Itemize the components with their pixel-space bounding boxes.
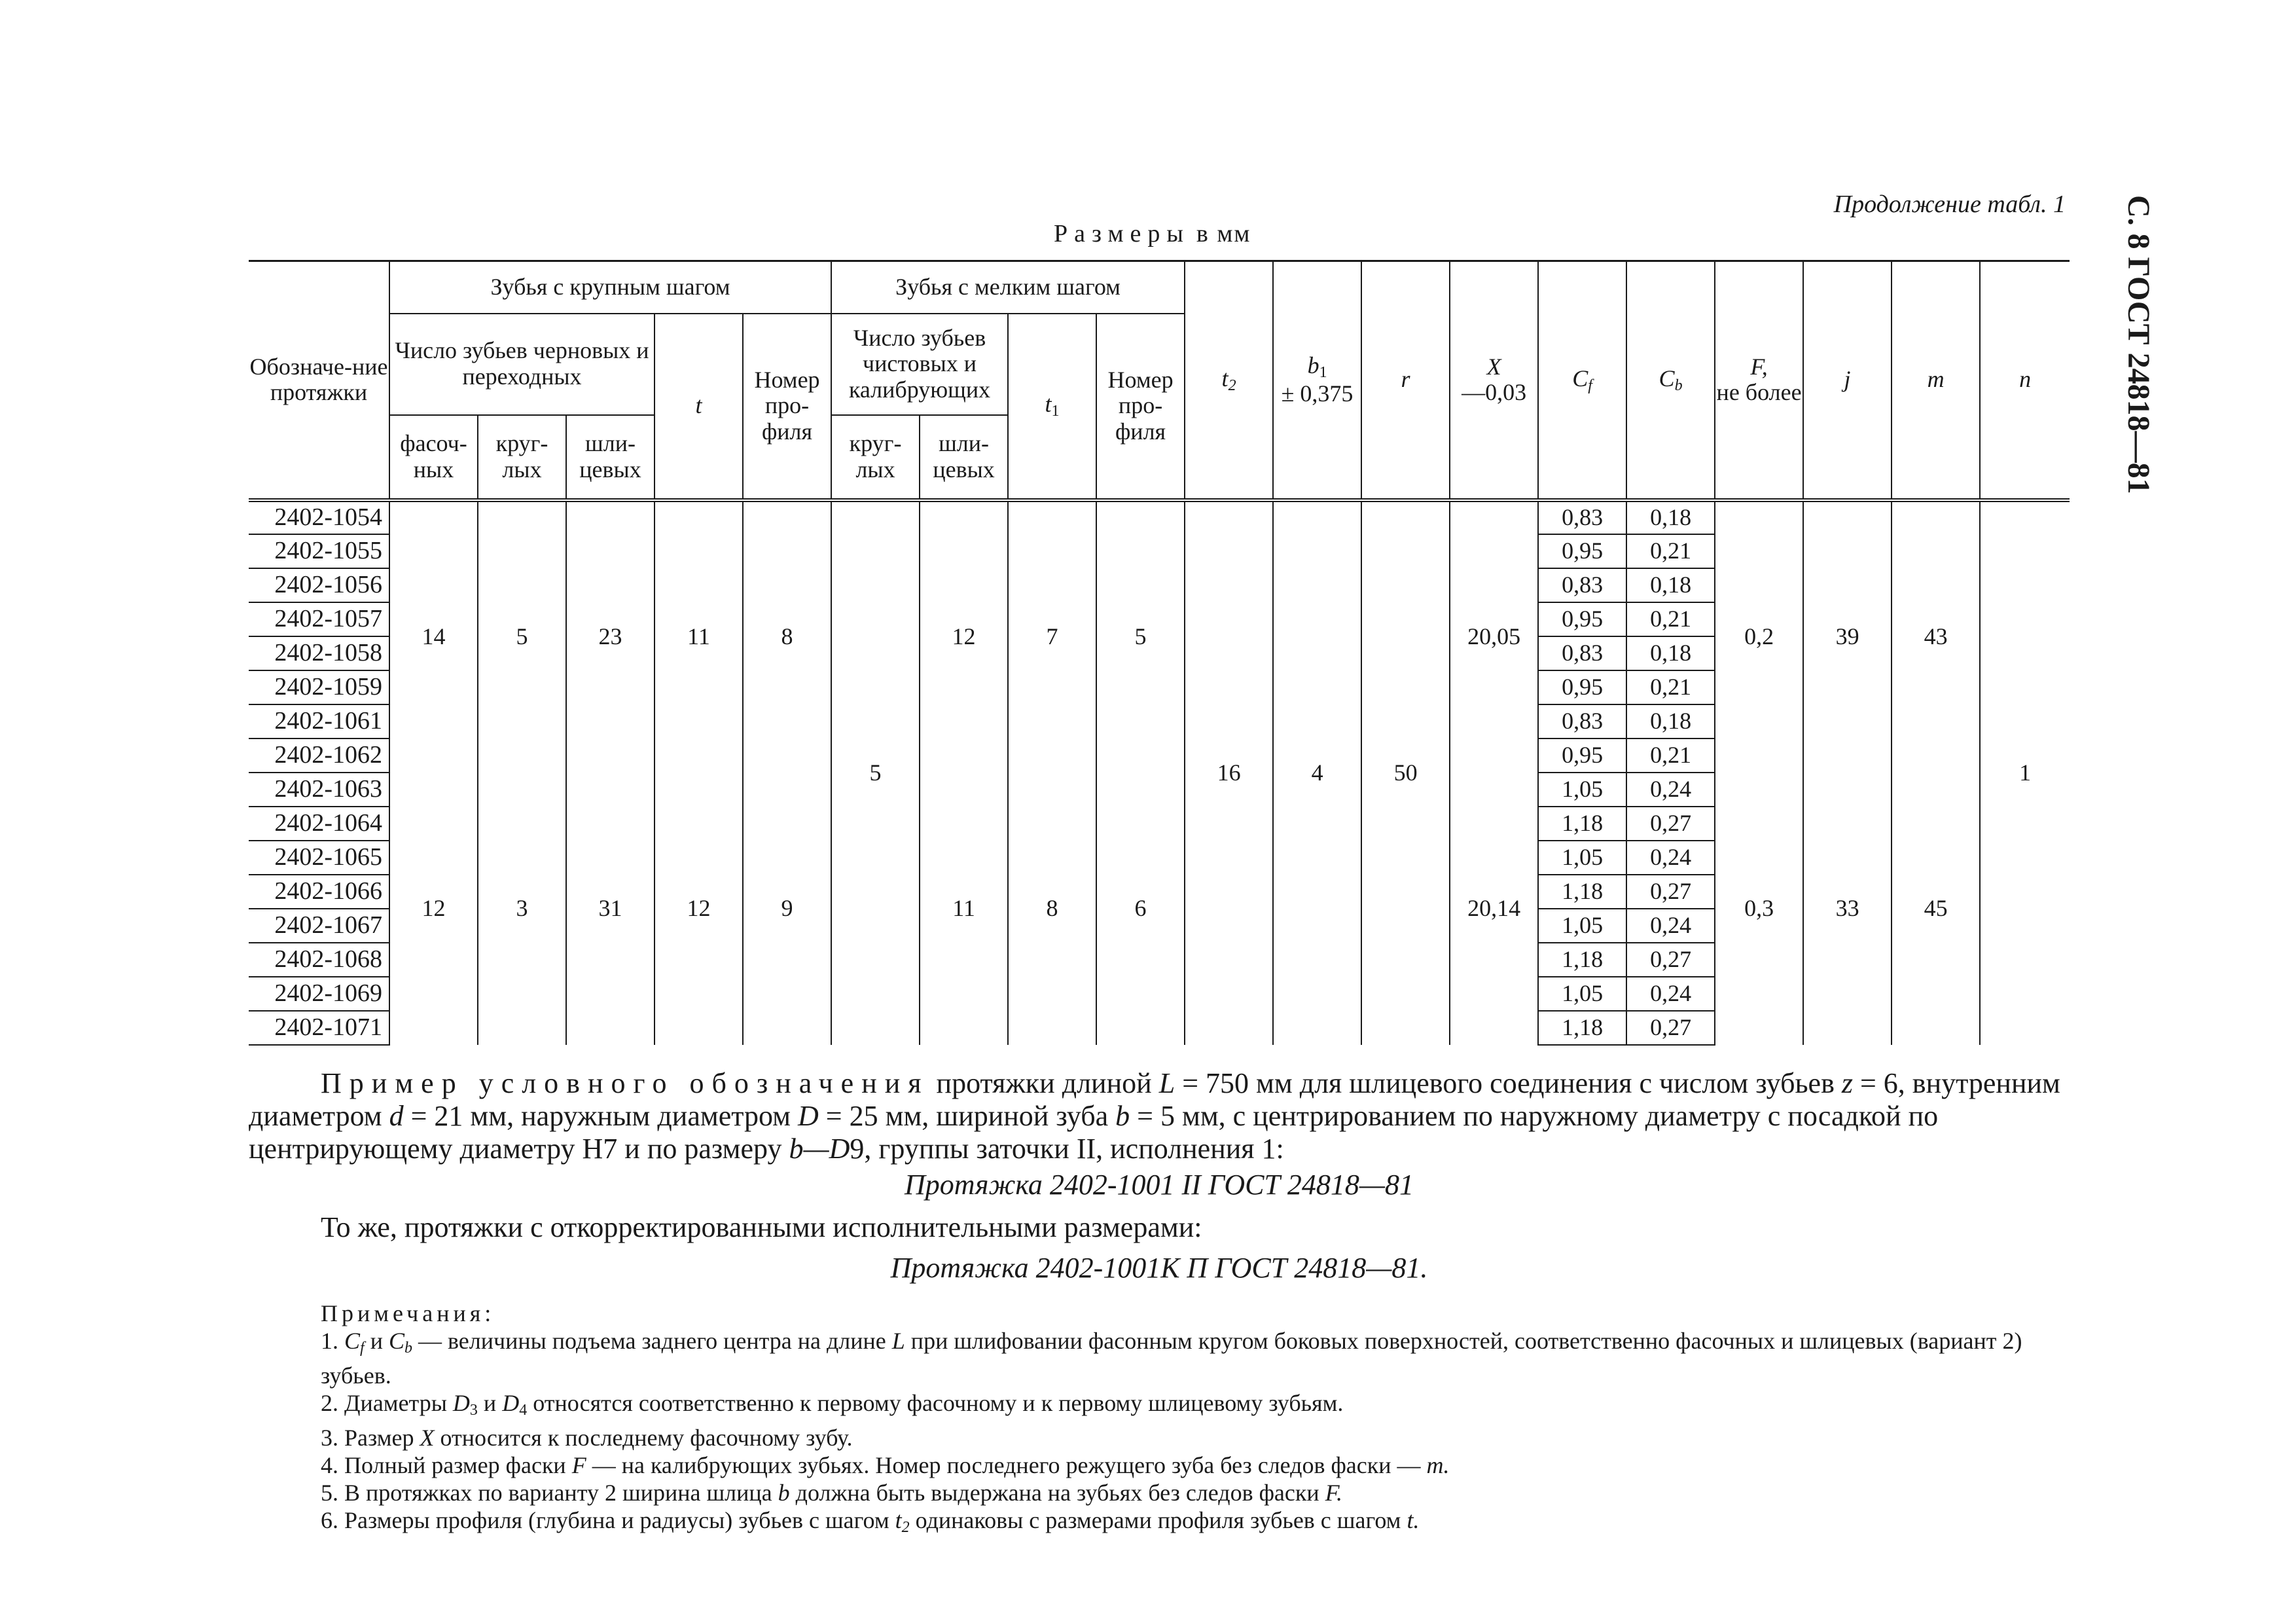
designation-cell: 2402-1063 bbox=[249, 773, 389, 807]
designation-cell: 2402-1064 bbox=[249, 807, 389, 841]
cell-spline: 31 bbox=[566, 773, 655, 1045]
cell-j: 39 bbox=[1803, 500, 1892, 773]
header-spline-2: шли-цевых bbox=[920, 415, 1008, 500]
cell-cb: 0,27 bbox=[1626, 875, 1715, 909]
cell-chamfer: 14 bbox=[389, 500, 478, 773]
note-1: 1. $C_f$ и $C_b$ — величины подъема заднего центра на длине L при шлифовании фасонным кругом боковых поверхностей, соответственно фасочных и шлицевых (вариант 2) зубьев. bbox=[321, 1328, 2022, 1389]
cell-cb: 0,27 bbox=[1626, 943, 1715, 977]
cell-cf: 1,05 bbox=[1538, 773, 1626, 807]
same-text: То же, протяжки с откорректированными исполнительными размерами: bbox=[321, 1211, 1202, 1243]
notes bbox=[249, 1300, 2070, 1541]
header-cf: $C_f$ bbox=[1538, 261, 1626, 500]
header-rough-count: Число зубьев черновых и переходных bbox=[389, 314, 655, 415]
table-row bbox=[249, 500, 2070, 534]
cell-cf: 0,95 bbox=[1538, 534, 1626, 568]
cell-cb: 0,21 bbox=[1626, 534, 1715, 568]
header-chamfer: фасоч-ных bbox=[389, 415, 478, 500]
cell-t2: 16 bbox=[1185, 500, 1273, 1045]
header-designation: Обозначе-ние протяжки bbox=[249, 261, 389, 500]
header-large-pitch: Зубья с крупным шагом bbox=[389, 261, 831, 314]
header-round-2: круг-лых bbox=[831, 415, 920, 500]
cell-cb: 0,18 bbox=[1626, 704, 1715, 739]
cell-cb: 0,27 bbox=[1626, 807, 1715, 841]
table-row bbox=[249, 773, 2070, 807]
cell-cb: 0,24 bbox=[1626, 977, 1715, 1011]
header-f: F, не более bbox=[1715, 261, 1803, 500]
cell-round: 5 bbox=[478, 500, 566, 773]
cell-cb: 0,24 bbox=[1626, 773, 1715, 807]
note-6: 6. Размеры профиля (глубина и радиусы) зубьев с шагом $t_2$ одинаковы с размерами профиля зубьев с шагом t. bbox=[321, 1507, 1420, 1536]
header-j: j bbox=[1803, 261, 1892, 500]
cell-cf: 0,83 bbox=[1538, 500, 1626, 534]
header-b1: $b_1$ ± 0,375 bbox=[1273, 261, 1361, 500]
cell-cb: 0,18 bbox=[1626, 568, 1715, 602]
continuation-label: Продолжение табл. 1 bbox=[1833, 191, 2066, 218]
designation-example-2: Протяжка 2402-1001К П ГОСТ 24818—81. bbox=[890, 1252, 1428, 1284]
cell-t: 11 bbox=[655, 500, 743, 773]
header-profile-1: Номер про-филя bbox=[743, 314, 831, 500]
cell-x: 20,05 bbox=[1450, 500, 1538, 773]
note-4: 4. Полный размер фаски F — на калибрующих зубьях. Номер последнего режущего зуба без следов фаски — m. bbox=[321, 1452, 1450, 1478]
cell-cb: 0,24 bbox=[1626, 909, 1715, 943]
cell-cf: 0,83 bbox=[1538, 568, 1626, 602]
header-t: t bbox=[655, 314, 743, 500]
cell-spline2: 12 bbox=[920, 500, 1008, 773]
designation-cell: 2402-1057 bbox=[249, 602, 389, 636]
designation-cell: 2402-1062 bbox=[249, 739, 389, 773]
cell-b1: 4 bbox=[1273, 500, 1361, 1045]
note-5: 5. В протяжках по варианту 2 ширина шлица b должна быть выдержана на зубьях без следов фаски F. bbox=[321, 1480, 1342, 1506]
cell-cb: 0,18 bbox=[1626, 500, 1715, 534]
designation-cell: 2402-1066 bbox=[249, 875, 389, 909]
cell-cf: 1,18 bbox=[1538, 1011, 1626, 1045]
header-fine-pitch: Зубья с мелким шагом bbox=[831, 261, 1185, 314]
cell-cf: 0,95 bbox=[1538, 739, 1626, 773]
cell-x: 20,14 bbox=[1450, 773, 1538, 1045]
cell-t1: 8 bbox=[1008, 773, 1096, 1045]
header-finish-count: Число зубьев чистовых и калибрующих bbox=[831, 314, 1008, 415]
cell-cf: 1,18 bbox=[1538, 943, 1626, 977]
cell-cf: 1,18 bbox=[1538, 807, 1626, 841]
designation-cell: 2402-1056 bbox=[249, 568, 389, 602]
header-n: n bbox=[1980, 261, 2070, 500]
cell-round2: 5 bbox=[831, 500, 920, 1045]
cell-t: 12 bbox=[655, 773, 743, 1045]
header-t2: $t_2$ bbox=[1185, 261, 1273, 500]
header-spline: шли-цевых bbox=[566, 415, 655, 500]
cell-cb: 0,24 bbox=[1626, 841, 1715, 875]
cell-profile2: 5 bbox=[1096, 500, 1185, 773]
cell-cf: 0,83 bbox=[1538, 636, 1626, 670]
cell-cf: 0,95 bbox=[1538, 602, 1626, 636]
header-r: r bbox=[1361, 261, 1450, 500]
cell-cb: 0,21 bbox=[1626, 602, 1715, 636]
cell-cf: 1,05 bbox=[1538, 841, 1626, 875]
cell-spline: 23 bbox=[566, 500, 655, 773]
table-body bbox=[249, 500, 2070, 1045]
cell-cb: 0,18 bbox=[1626, 636, 1715, 670]
cell-profile2: 6 bbox=[1096, 773, 1185, 1045]
designation-cell: 2402-1065 bbox=[249, 841, 389, 875]
designation-cell: 2402-1059 bbox=[249, 670, 389, 704]
cell-spline2: 11 bbox=[920, 773, 1008, 1045]
cell-round: 3 bbox=[478, 773, 566, 1045]
cell-m: 43 bbox=[1892, 500, 1980, 773]
cell-t1: 7 bbox=[1008, 500, 1096, 773]
cell-cb: 0,21 bbox=[1626, 670, 1715, 704]
cell-cf: 1,18 bbox=[1538, 875, 1626, 909]
cell-r: 50 bbox=[1361, 500, 1450, 1045]
header-m: m bbox=[1892, 261, 1980, 500]
cell-chamfer: 12 bbox=[389, 773, 478, 1045]
header-cb: $C_b$ bbox=[1626, 261, 1715, 500]
cell-profile1: 9 bbox=[743, 773, 831, 1045]
note-3: 3. Размер X относится к последнему фасочному зубу. bbox=[321, 1425, 853, 1451]
designation-cell: 2402-1069 bbox=[249, 977, 389, 1011]
designation-cell: 2402-1071 bbox=[249, 1011, 389, 1045]
header-profile-2: Номер про-филя bbox=[1096, 314, 1185, 500]
cell-cb: 0,21 bbox=[1626, 739, 1715, 773]
cell-f: 0,2 bbox=[1715, 500, 1803, 773]
cell-cf: 1,05 bbox=[1538, 977, 1626, 1011]
cell-n: 1 bbox=[1980, 500, 2070, 1045]
note-2: 2. Диаметры $D_3$ и $D_4$ относятся соответственно к первому фасочному и к первому шлицевому зубьям. bbox=[321, 1390, 1344, 1419]
cell-f: 0,3 bbox=[1715, 773, 1803, 1045]
designation-cell: 2402-1055 bbox=[249, 534, 389, 568]
cell-cf: 1,05 bbox=[1538, 909, 1626, 943]
units-label: Размеры в мм bbox=[1054, 220, 1251, 247]
designation-cell: 2402-1058 bbox=[249, 636, 389, 670]
example-paragraph: Пример условного обозначения протяжки длиной L = 750 мм для шлицевого соединения с числом зубьев z = 6, внутренним диаметром d = 21 мм, наружным диаметром D = 25 мм, шириной зуба b = 5 мм, с центрированием по наружному диаметру с посадкой по центрирующему диаметру Н7 и по размеру b—D9, группы заточки II, исполнения 1: bbox=[249, 1067, 2060, 1165]
dimensions-table bbox=[249, 260, 2070, 1046]
cell-j: 33 bbox=[1803, 773, 1892, 1045]
designation-cell: 2402-1061 bbox=[249, 704, 389, 739]
header-t1: $t_1$ bbox=[1008, 314, 1096, 500]
designation-example-1: Протяжка 2402-1001 II ГОСТ 24818—81 bbox=[904, 1169, 1414, 1201]
cell-cf: 0,95 bbox=[1538, 670, 1626, 704]
cell-profile1: 8 bbox=[743, 500, 831, 773]
designation-cell: 2402-1054 bbox=[249, 500, 389, 534]
cell-m: 45 bbox=[1892, 773, 1980, 1045]
cell-cb: 0,27 bbox=[1626, 1011, 1715, 1045]
header-x: X —0,03 bbox=[1450, 261, 1538, 500]
designation-cell: 2402-1068 bbox=[249, 943, 389, 977]
header-round: круг-лых bbox=[478, 415, 566, 500]
cell-cf: 0,83 bbox=[1538, 704, 1626, 739]
designation-cell: 2402-1067 bbox=[249, 909, 389, 943]
page-side-header: С. 8 ГОСТ 24818—81 bbox=[2121, 195, 2156, 494]
notes-title: Примечания: bbox=[321, 1300, 495, 1326]
